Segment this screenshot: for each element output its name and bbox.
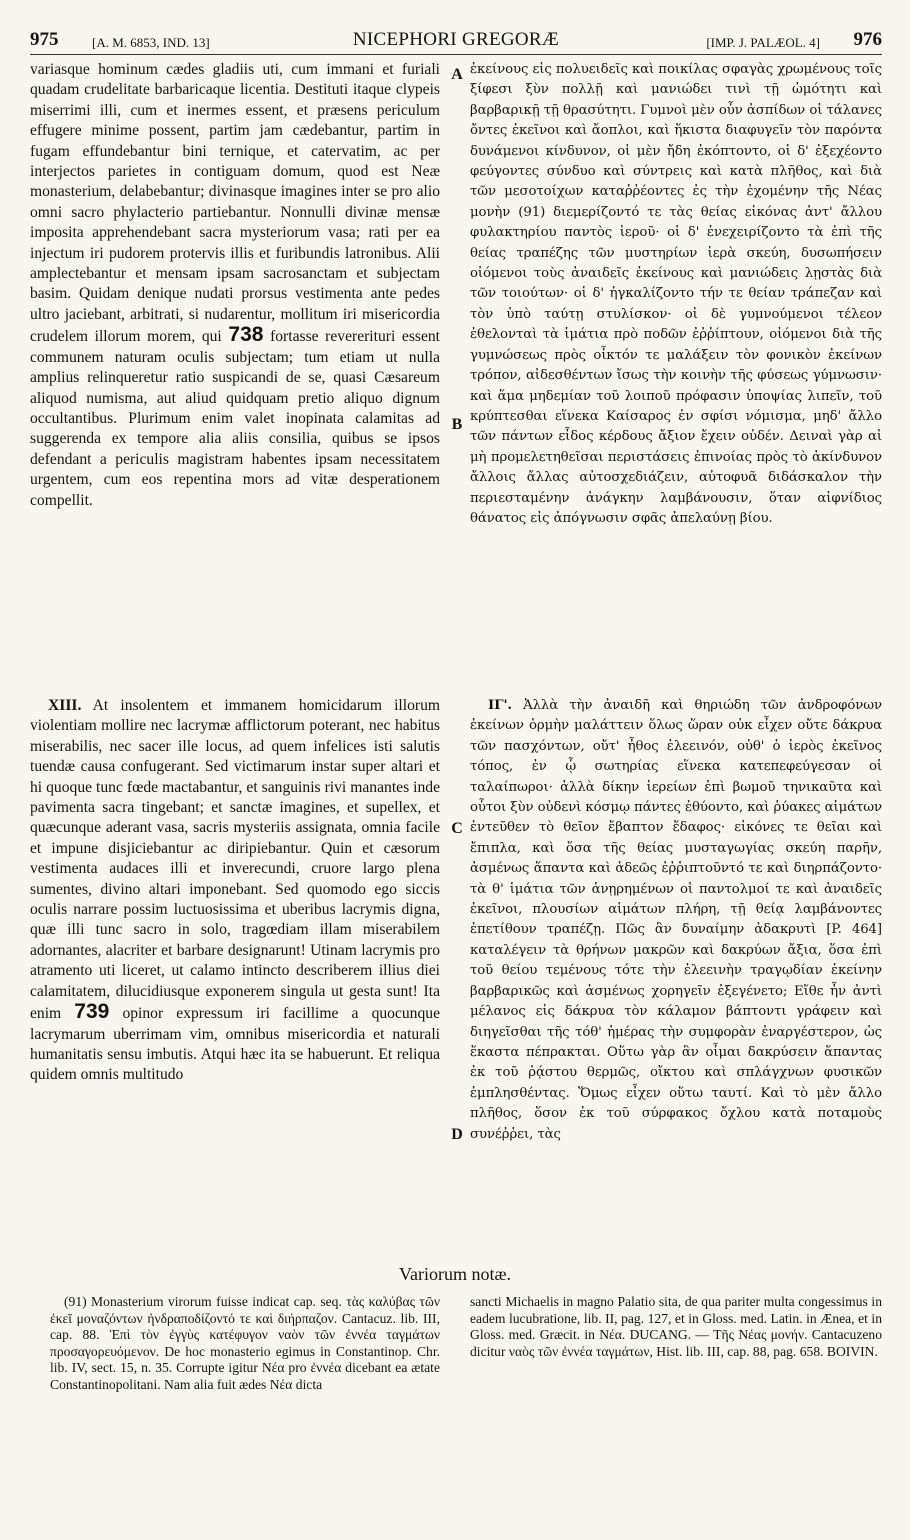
greek-section-paragraph: [470, 696, 882, 1145]
latin-text-part: variasque hominum cædes gladiis uti, cum immani et furiali quadam crudelitate barbaricaque licentia. Destituti itaque clypeis miserrimi illi, cum et inermes essent, et præsens periculum effugere minime possent, partim jam cædebantur, partim in fugam effundebantur bini ternique, et catervatim, ac per interjectos parietes in contiguam domum, quod est Neæ monasterium, delabebantur; divinasque imagines inter se pro alio omni sacro phylacterio partiebantur. Nonnulli divinæ mensæ imposita apprehendebant sacra mysteriorum vasa; rati per ea injectum iri pudorem protervis illis et furibundis latronibus. Alii amplectebantur et mensam ipsam sacrosanctam et subjectam basim. Quidam denique nudati prorsus vestimenta ante pedes ultro jaciebant, arbitrati, si nudarentur, mollitum iri misericordia crudelem illorum morem, qui: [30, 61, 440, 346]
latin-section-paragraph: [30, 696, 440, 1086]
footnote-right: [470, 1294, 882, 1534]
running-header: [30, 28, 882, 55]
page-number-right: 976: [853, 29, 882, 50]
greek-text-part: Ἀλλὰ τὴν ἀναιδῆ καὶ θηριώδη τῶν ἀνδροφόνων ἐκείνων ὁρμὴν μαλάττειν ὅλως ὥραν οὐκ εἶχεν οὔτε δάκρυα τῶν πασχόντων, οὔτ' ἦθος ἐλεεινόν, οὐθ' ὁ ἱερὸς ἐκεῖνος τόπος, ἐν ᾧ σωτηρίας εἵνεκα κατεπεφεύγεσαν οἱ ταλαίπωροι· ἀλλὰ δίκην ἱερείων ἐπὶ βωμοῦ τηνικαῦτα καὶ οὗτοι ξὺν οὐδενὶ κόσμῳ πάντες ἐθύοντο, καὶ ῥύακες αἱμάτων ἐντεῦθεν τὸ θεῖον ἔβαπτον ἔδαφος· εἰκόνες τε θεῖαι καὶ ἔπιπλα, καὶ ὅσα τῆς θείας μυσταγωγίας σκεύη παρῆν, ἀσμένως ἅπαντα καὶ ἀδεῶς ἐῤῥιπτοῦντό τε καὶ διηρπάζοντο· τὰ θ' ἱμάτια τῶν ἀνῃρημένων οἱ παντολμοί τε καὶ ἀναιδεῖς ἐκεῖνοι, πλουσίων αἱμάτων πλήρη, τῇ θείᾳ λαμβάνοντες ἐπετίθουν τραπέζῃ. Πῶς ἂν δυναίμην ἀδακρυτὶ [P. 464] καταλέγειν τὰ θρήνων μακρῶν καὶ δακρύων ἄξια, ὅσα ἐπὶ τοῦ θείου τεμένους τότε τὴν ἐλεεινὴν τραγῳδίαν ἐκείνην βαρβαρικῶς καὶ ἀσμένως χορηγεῖν ἐξεγένετο; Εἴθε ἦν ἀντὶ μέλανος εἰς δάκρυα τὸν κάλαμον βάπτοντι γράφειν καὶ διηγεῖσθαι τῆς τόθ' ἡμέρας τὴν συμφορὰν ἐναργέστερον, ὡς ἕκαστα πέπρακται. Οὕτω γὰρ ἂν οἶμαι δακρύσειν ἅπαντας ἐκ τοῦ ῥᾴστου θερμῶς, οἴκτου καὶ σπλάγχνων φυσικῶν ἐμπλησθέντας. Ὅμως εἶχεν οὕτω ταυτί. Καὶ τὸ μὲν ἄλλο πλῆθος, ὅσον ἐκ τοῦ σύρφακος ὄχλου κατὰ ποταμοὺς συνέῤῥει, τὰς: [470, 698, 882, 1142]
margin-letter-b: B: [451, 416, 463, 433]
latin-text-part: opinor expressum iri facillime a quocunque lacrymarum uberrimam vim, omnibus misericordia et naturali humanitatis sensu imbutis. Atqui hæc ita se habuerunt. Et reliqua quidem omnis multitudo: [30, 1005, 440, 1084]
footnote-text-continued: sancti Michaelis in magno Palatio sita, de qua pariter multa congessimus in eadem lucubratione, lib. II, pag. 127, et in Gloss. med. Latin. in Ænea, et in Gloss. med. Græcit. in Νέα. DUCANG. — Τῆς Νέας μονήν. Cantacuzeno dicitur ναὸς τῶν ἐννέα ταγμάτων, Hist. lib. III, cap. 88, pag. 658. BOIVIN.: [470, 1294, 882, 1359]
footnote-left: [50, 1294, 440, 1534]
latin-text-part: At insolentem et immanem homicidarum illorum violentiam mollire nec lacrymæ afflictorum poterant, nec habitus miserabilis, nec sacer ille locus, ad quem infelices isti salutis tuendæ causa confugerant. Sed victimarum instar super altari et hi quoque tunc fœde mactabantur, et sanguinis rivi manantes inde pavimenta sacra tingebant; et sanctæ imagines, et supellex, et quæcunque aderant vasa, sacris mysteriis assignata, omnia facile et impune disjiciebantur ac diripiebantur. Quin et cæsorum vestimenta audaces illi et inverecundi, cruore largo plena sumentes, divino altari imponebant. Sed quomodo ego siccis oculis narrare possim luctuosissima et uberibus lacrymis digna, quæ illi tunc sacro in solo, tragœdiam illam miserabilem adornantes, alacriter et barbare designarunt! Utinam lacrymis pro atramento uti liceret, ut calamo intincto describerem illius diei calamitatem, dilucidiusque exponerem singula ut gesta sunt! Ita enim: [30, 697, 440, 1023]
header-right-reference: [IMP. J. PALÆOL. 4]: [706, 35, 820, 50]
margin-letter-c: C: [451, 820, 463, 837]
header-title: NICEPHORI GREGORÆ: [352, 29, 560, 50]
margin-letter-a: A: [451, 66, 463, 83]
margin-number-739: 739: [74, 1000, 110, 1024]
margin-number-738: 738: [228, 323, 264, 347]
latin-paragraph-continued: [30, 60, 440, 511]
latin-column-top: [30, 60, 440, 696]
page-number-left: 975: [30, 29, 59, 50]
greek-paragraph-continued: ἐκείνους εἰς πολυειδεῖς καὶ ποικίλας σφαγὰς χρωμένους τοῖς ξίφεσι ξὺν πολλῇ καὶ μανιώδει τινὶ τῇ ὠμότητι καὶ βαρβαρικῇ τῇ θρασύτητι. Γυμνοὶ μὲν οὖν ἀσπίδων οἱ τάλανες ὄντες ἐκεῖνοι καὶ ἄοπλοι, καὶ ἥκιστα διαφυγεῖν τὸν παρόντα δυνάμενοι κίνδυνον, οἱ μὲν ἤδη ἐκόπτοντο, οἱ δ' ἐξεχέοντο φεύγοντες σύνδυο καὶ σύντρεις καὶ κατὰ πλῆθος, καὶ διὰ τῶν μεσοτοίχων καταῤῥέοντες ἐς τὴν ἐχομένην τῆς Νέας μονὴν (91) διεμερίζοντό τε τὰς θείας εἰκόνας ἀντ' ἄλλου φυλακτηρίου παντὸς ἱεροῦ· οἱ δ' ἐνεχειρίζοντο τὰ ἐπὶ τῆς θείας τραπέζης τῶν μυστηρίων ἱερὰ σκεύη, δυσωπήσειν οἰόμενοι τοὺς ἀναιδεῖς ἐκείνους καὶ μανιώδεις λῃστὰς διὰ τῶν τοιούτων· οἱ δ' ἠγκαλίζοντο τήν τε θείαν τράπεζαν καὶ τὸν ὑπὸ ταύτῃ στυλίσκον· οἱ δὲ γυμνούμενοι τέλεον ἐθελονταὶ τὰ ἱμάτια πρὸ ποδῶν ἐῤῥίπτουν, οἰόμενοι διὰ τῆς γυμνώσεως πρὸς οἶκτόν τε μαλάξειν τὸν φονικὸν ἐκείνων τρόπον, αἰδεσθέντων ἴσως τὴν κοινὴν τῆς φύσεως γύμνωσιν· καὶ ἅμα μηδεμίαν τοῦ λοιποῦ πρόφασιν ὑποψίας λιπεῖν, τοῦ κρύπτεσθαι εἵνεκα Καίσαρος ἐν σφίσι νόμισμα, μηδ' ἄλλο τῶν πάντων εἶδος κέρδους ἄξιον ἔχειν οὐδέν. Δειναὶ γὰρ αἱ μὴ προμελετηθεῖσαι περιστάσεις ἐπινοίας πρὸς τὸ ἀκίνδυνον ἄλλοις ἄλλας αὐτοσχεδιάζειν, αὐτοφυᾶ διδάσκαλον τὴν περιεσταμένην ἀνάγκην λαμβάνουσιν, ὅταν αἰφνίδιος θάνατος εἰς ἀπόγνωσιν σφᾶς ἀπελαύνῃ βίου.: [470, 62, 882, 526]
header-left-reference: [A. M. 6853, IND. 13]: [92, 35, 210, 50]
footnote-text: (91) Monasterium virorum fuisse indicat cap. seq. τὰς καλύβας τῶν ἐκεῖ μοναζόντων ἠνδραποδίζοντό τε καὶ διήρπαζον. Cantacuz. lib. III, cap. 88. Ἐπὶ τὸν ἐγγὺς κατέφυγον ναὸν τῶν ἐννέα ταγμάτων προσαγορευόμενον. De hoc monasterio egimus in Constantinop. Chr. lib. IV, sect. 15, n. 35. Corrupte igitur Νέα pro ἐννέα dicebant ea ætate Constantinopolitani. Nam alia fuit ædes Νέα dicta: [50, 1294, 440, 1392]
section-number-greek: ΙΓ'.: [488, 698, 512, 713]
section-number-latin: XIII.: [48, 697, 82, 714]
margin-letter-d: D: [451, 1126, 463, 1143]
latin-text-part: fortasse revererituri essent communem naturam oculis subjectam; tum etiam ut nulla amplius relinqueretur ratio suspicandi de se, quasi Cæsareum aliquod numisma, aut aliud quidquam pretio aliquo dignum occultantibus. Plurimum enim valet inopinata calamitas ad suggerenda ex tempore alia aliis consilia, quibus se ipsos defendant a periculis magistram habentes ipsam necessitatem urgentem, cum eos repentina mors ad vitæ desperationem compellit.: [30, 328, 440, 509]
notes-heading: Variorum notæ.: [399, 1264, 511, 1284]
greek-column-top: [470, 60, 882, 676]
